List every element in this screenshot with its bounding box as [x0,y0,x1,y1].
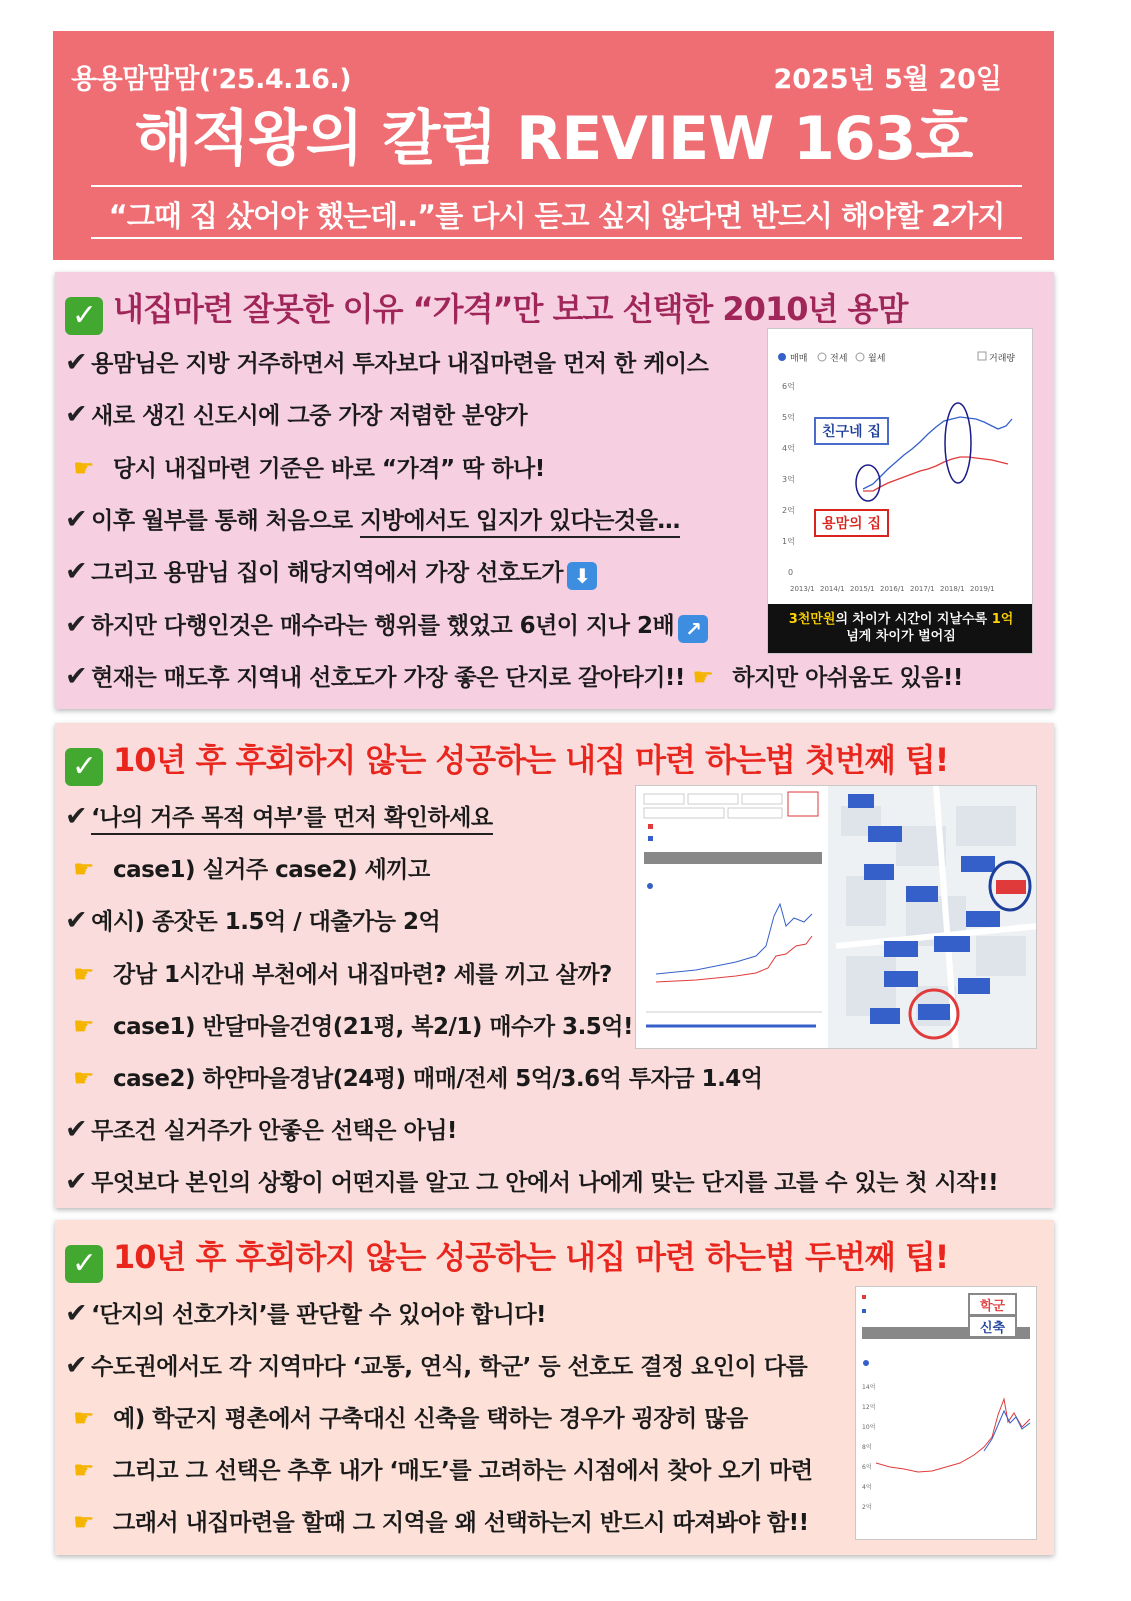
list-item: ☛ case1) 반달마을건영(21평, 복2/1) 매수가 3.5억! [73,1012,634,1040]
author-label: 용용맘맘맘('25.4.16.) [71,64,352,95]
pointing-hand-icon: ☛ [692,663,714,691]
svg-text:6억: 6억 [862,1464,872,1471]
list-item: ☛ 그리고 그 선택은 추후 내가 ‘매도’를 고려하는 시점에서 찾아 오기 마련 [73,1456,813,1484]
svg-text:2014/1: 2014/1 [820,585,845,593]
svg-text:8억: 8억 [862,1444,872,1451]
list-item: ✔ 그리고 용맘님 집이 해당지역에서 가장 선호도가 ⬇ [65,554,597,590]
pointing-hand-icon: ☛ [73,1456,95,1484]
list-item: ✔ 예시) 종잣돈 1.5억 / 대출가능 2억 [65,905,441,936]
list-item: ✔ 현재는 매도후 지역내 선호도가 가장 좋은 단지로 갈아타기!! ☛ 하지만 아쉬움도 있음!! [65,661,963,692]
svg-text:매매: 매매 [790,354,808,364]
list-item: ☛ 강남 1시간내 부천에서 내집마련? 세를 끼고 살까? [73,960,612,988]
list-item: ✔ 이후 월부를 통해 처음으로 지방에서도 입지가 있다는것을… [65,502,680,535]
list-item: ☛ 당시 내집마련 기준은 바로 “가격” 딱 하나! [73,454,545,482]
pointing-hand-icon: ☛ [73,855,95,883]
svg-text:1억: 1억 [782,537,795,546]
list-item: ✔ 무엇보다 본인의 상황이 어떤지를 알고 그 안에서 나에게 맞는 단지를 고를 수 있는 첫 시작!! [65,1166,999,1197]
new-build-tag: 신축 [968,1315,1017,1338]
svg-text:0: 0 [788,568,794,577]
pointing-hand-icon: ☛ [73,454,95,482]
svg-text:거래량: 거래량 [989,354,1016,364]
chart-caption: 3천만원의 차이가 시간이 지날수록 1억 넘게 차이가 벌어짐 [768,604,1033,654]
check-mark-icon: ✔ [65,1350,88,1381]
check-mark-icon: ✔ [65,801,88,832]
list-item: ✔ ‘단지의 선호가치’를 판단할 수 있어야 합니다! [65,1298,547,1329]
svg-text:3억: 3억 [782,475,795,484]
list-item: ✔ 수도권에서도 각 지역마다 ‘교통, 연식, 학군’ 등 선호도 결정 요인이 다름 [65,1350,808,1381]
check-mark-icon: ✔ [65,504,88,535]
page-subtitle: “그때 집 샀어야 했는데..”를 다시 듣고 싶지 않다면 반드시 해야할 2가지 [108,199,1005,233]
divider [91,237,1022,239]
green-check-box-icon: ✓ [65,1245,103,1283]
check-mark-icon: ✔ [65,609,88,640]
my-house-tag: 용맘의 집 [814,509,889,537]
svg-text:2016/1: 2016/1 [880,585,905,593]
down-arrow-icon: ⬇ [567,562,597,590]
svg-text:2015/1: 2015/1 [850,585,875,593]
svg-text:12억: 12억 [862,1404,876,1411]
complex-compare-image [635,785,1037,1049]
section-second-tip [55,1220,1054,1555]
divider [91,185,1022,187]
svg-text:전세: 전세 [830,354,848,364]
pointing-hand-icon: ☛ [73,1064,95,1092]
up-right-arrow-icon: ↗ [678,615,708,643]
section-first-tip [55,723,1054,1208]
list-item: ☛ 그래서 내집마련을 할때 그 지역을 왜 선택하는지 반드시 따져봐야 함!! [73,1508,809,1536]
svg-text:2013/1: 2013/1 [790,585,815,593]
check-mark-icon: ✔ [65,556,88,587]
school-tag: 학군 [968,1293,1017,1316]
list-item: ✔ ‘나의 거주 목적 여부’를 먼저 확인하세요 [65,799,493,832]
check-mark-icon: ✔ [65,1114,88,1145]
header-banner [53,31,1054,260]
page-title: 해적왕의 칼럼 REVIEW 163호 [134,104,973,174]
section-title: ✓ 10년 후 후회하지 않는 성공하는 내집 마련 하는법 두번째 팁! [65,1232,948,1283]
friend-house-tag: 친구네 집 [814,417,889,445]
check-mark-icon: ✔ [65,661,88,692]
pointing-hand-icon: ☛ [73,960,95,988]
green-check-box-icon: ✓ [65,748,103,786]
list-item: ✔ 하지만 다행인것은 매수라는 행위를 했었고 6년이 지나 2배 ↗ [65,607,708,643]
date-label: 2025년 5월 20일 [773,64,1002,95]
list-item: ☛ case2) 하얀마을경남(24평) 매매/전세 5억/3.6억 투자금 1.4억 [73,1064,763,1092]
svg-text:10억: 10억 [862,1424,876,1431]
list-item: ✔ 무조건 실거주가 안좋은 선택은 아님! [65,1114,457,1145]
check-mark-icon: ✔ [65,399,88,430]
price-chart-image [767,328,1033,654]
svg-text:2018/1: 2018/1 [940,585,965,593]
pointing-hand-icon: ☛ [73,1012,95,1040]
green-check-box-icon: ✓ [65,297,103,335]
svg-text:5억: 5억 [782,413,795,422]
list-item: ✔ 새로 생긴 신도시에 그중 가장 저렴한 분양가 [65,399,528,430]
svg-text:2억: 2억 [782,506,795,515]
list-item: ✔ 용맘님은 지방 거주하면서 투자보다 내집마련을 먼저 한 케이스 [65,347,709,378]
pointing-hand-icon: ☛ [73,1508,95,1536]
check-mark-icon: ✔ [65,347,88,378]
section-price-choice [55,272,1054,709]
svg-text:4억: 4억 [782,444,795,453]
svg-text:2억: 2억 [862,1504,872,1511]
section-title: ✓ 내집마련 잘못한 이유 “가격”만 보고 선택한 2010년 용맘 [65,284,907,335]
svg-text:월세: 월세 [868,354,886,364]
list-item: ☛ 예) 학군지 평촌에서 구축대신 신축을 택하는 경우가 굉장히 많음 [73,1404,748,1432]
check-mark-icon: ✔ [65,1298,88,1329]
price-and-map-image [636,786,1037,1049]
svg-text:2019/1: 2019/1 [970,585,995,593]
pointing-hand-icon: ☛ [73,1404,95,1432]
section-title: ✓ 10년 후 후회하지 않는 성공하는 내집 마련 하는법 첫번째 팁! [65,735,948,786]
svg-text:14억: 14억 [862,1384,876,1391]
svg-text:4억: 4억 [862,1484,872,1491]
list-item: ☛ case1) 실거주 case2) 세끼고 [73,855,430,883]
svg-text:2017/1: 2017/1 [910,585,935,593]
school-new-chart-image [855,1286,1037,1540]
check-mark-icon: ✔ [65,905,88,936]
svg-text:6억: 6억 [782,382,795,391]
check-mark-icon: ✔ [65,1166,88,1197]
